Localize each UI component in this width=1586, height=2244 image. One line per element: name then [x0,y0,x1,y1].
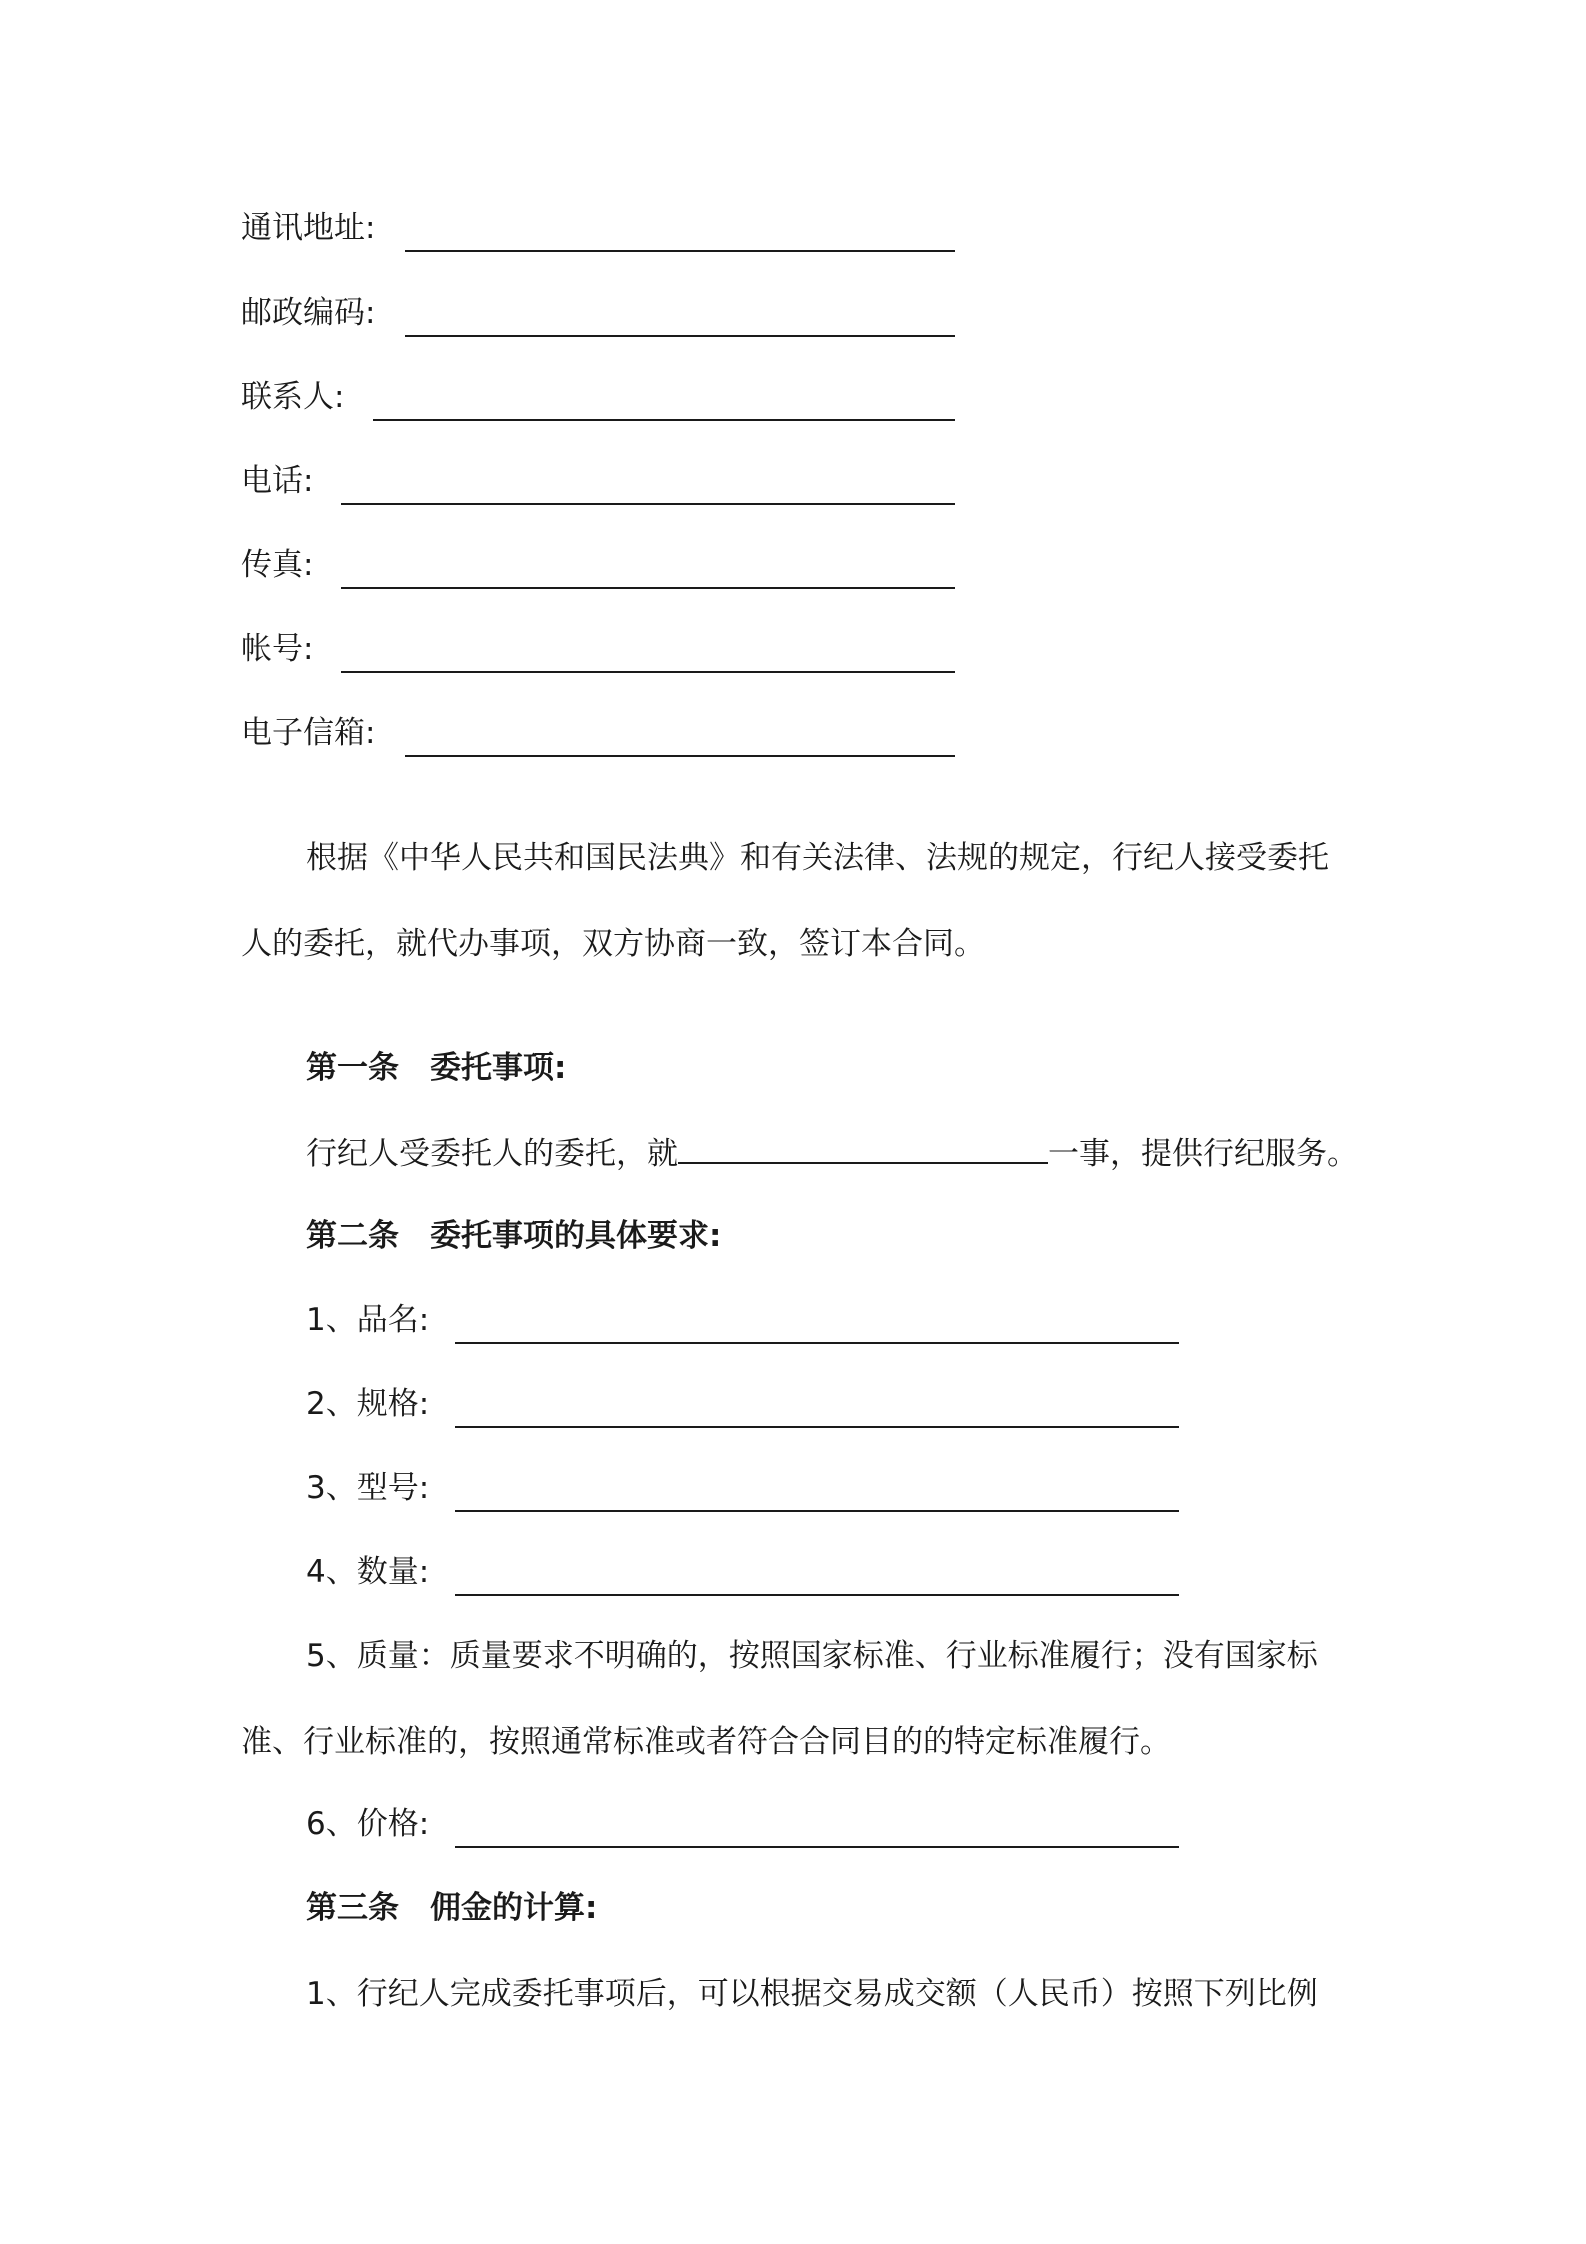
intro-line-2: 人的委托，就代办事项，双方协商一致，签订本合同。 [241,926,985,962]
email-blank-line[interactable] [405,755,955,757]
field-phone-label: 电话: [241,463,314,499]
item-specification [306,1384,1181,1424]
field-account [241,629,956,669]
specification-blank-line[interactable] [455,1426,1179,1428]
article1-text [306,1132,1358,1172]
postcode-blank-line[interactable] [405,335,955,337]
item-price-label: 6、价格: [306,1806,430,1842]
field-email-label: 电子信箱: [241,715,376,751]
article1-matter-blank[interactable] [678,1132,1048,1164]
model-blank-line[interactable] [455,1510,1179,1512]
item-product-name [306,1300,1181,1340]
intro-line-1: 根据《中华人民共和国民法典》和有关法律、法规的规定，行纪人接受委托 [306,840,1329,876]
address-blank-line[interactable] [405,250,955,252]
article1-text-after: 一事，提供行纪服务。 [1048,1136,1358,1172]
field-address-label: 通讯地址: [241,210,376,246]
field-fax-label: 传真: [241,547,314,583]
item-model [306,1468,1181,1508]
item-quantity-label: 4、数量: [306,1554,430,1590]
article1-text-before: 行纪人受委托人的委托，就 [306,1136,678,1172]
field-postcode [241,293,956,333]
field-email [241,713,956,753]
quality-line-2: 准、行业标准的，按照通常标准或者符合合同目的的特定标准履行。 [241,1724,1171,1760]
field-postcode-label: 邮政编码: [241,295,376,331]
article3-line-1: 1、行纪人完成委托事项后，可以根据交易成交额（人民币）按照下列比例 [306,1976,1318,2012]
article1-heading: 第一条 委托事项: [306,1050,567,1086]
field-contact-person [241,377,956,417]
field-contact-person-label: 联系人: [241,379,345,415]
field-account-label: 帐号: [241,631,314,667]
item-product-name-label: 1、品名: [306,1302,430,1338]
article3-heading: 第三条 佣金的计算: [306,1890,598,1926]
product-name-blank-line[interactable] [455,1342,1179,1344]
phone-blank-line[interactable] [341,503,955,505]
fax-blank-line[interactable] [341,587,955,589]
item-price [306,1804,1181,1844]
item-model-label: 3、型号: [306,1470,430,1506]
quantity-blank-line[interactable] [455,1594,1179,1596]
item-quantity [306,1552,1181,1592]
field-phone [241,461,956,501]
field-address [241,208,956,248]
contact-person-blank-line[interactable] [373,419,955,421]
price-blank-line[interactable] [455,1846,1179,1848]
article2-heading: 第二条 委托事项的具体要求: [306,1218,722,1254]
account-blank-line[interactable] [341,671,955,673]
quality-line-1: 5、质量：质量要求不明确的，按照国家标准、行业标准履行；没有国家标 [306,1638,1318,1674]
item-specification-label: 2、规格: [306,1386,430,1422]
field-fax [241,545,956,585]
